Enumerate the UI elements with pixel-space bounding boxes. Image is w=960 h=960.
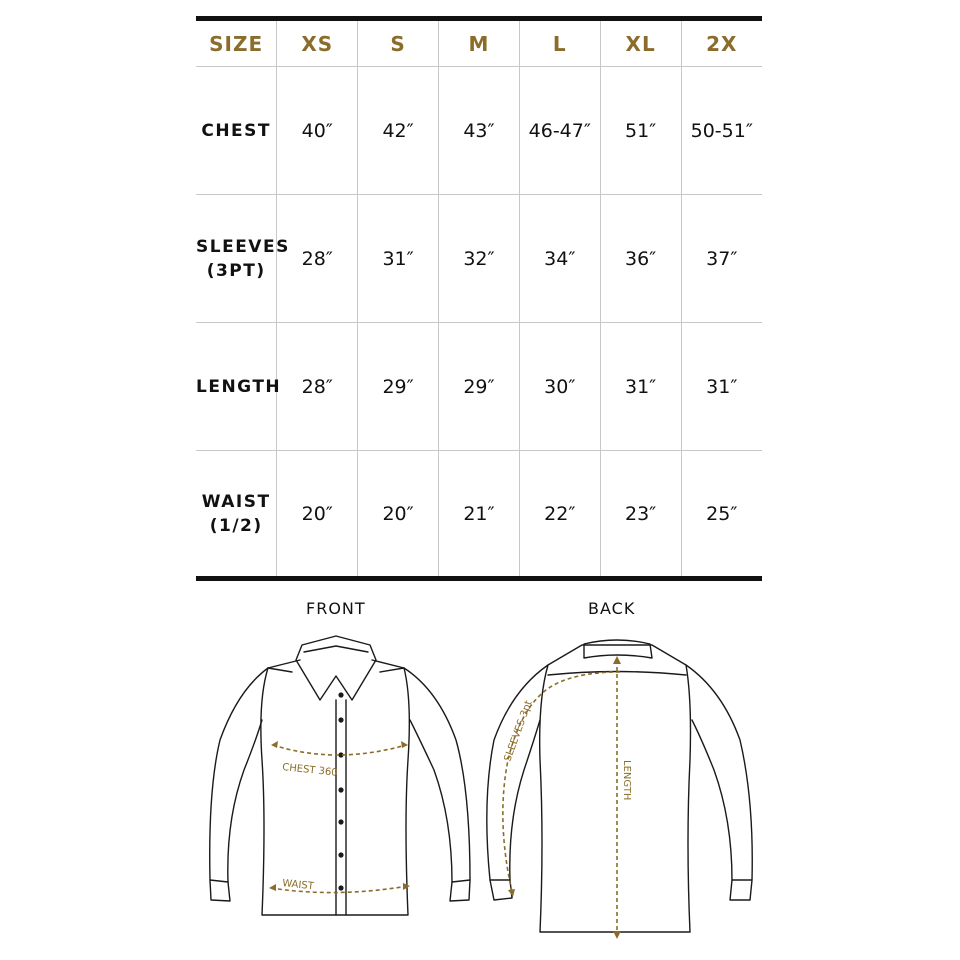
size-2x-header: 2X xyxy=(681,19,762,67)
table-cell: 32″ xyxy=(439,195,520,323)
button-icon xyxy=(338,852,343,857)
table-cell: 31″ xyxy=(358,195,439,323)
button-icon xyxy=(338,717,343,722)
back-collar xyxy=(584,640,652,658)
size-l-header: L xyxy=(519,19,600,67)
table-cell: 34″ xyxy=(519,195,600,323)
sleeves-sublabel: (3PT) xyxy=(206,260,266,281)
table-cell: 40″ xyxy=(277,67,358,195)
table-cell: 20″ xyxy=(277,451,358,579)
table-cell: 23″ xyxy=(600,451,681,579)
front-label: FRONT xyxy=(306,599,366,618)
table-cell: 20″ xyxy=(358,451,439,579)
table-cell: 42″ xyxy=(358,67,439,195)
front-left-sleeve xyxy=(210,668,268,882)
table-cell: 30″ xyxy=(519,323,600,451)
front-shirt-outline xyxy=(210,636,470,915)
front-yoke-right xyxy=(380,668,404,672)
table-cell: 22″ xyxy=(519,451,600,579)
length-measure-label: LENGTH xyxy=(621,760,632,801)
front-buttons xyxy=(338,692,343,890)
back-body xyxy=(540,645,691,932)
back-right-cuff xyxy=(730,880,752,900)
arrow-icon xyxy=(401,741,408,748)
table-cell: 43″ xyxy=(439,67,520,195)
button-icon xyxy=(338,885,343,890)
front-left-cuff xyxy=(210,880,230,901)
table-cell: 28″ xyxy=(277,323,358,451)
front-collar-band xyxy=(304,646,368,652)
table-cell: 28″ xyxy=(277,195,358,323)
table-cell: 21″ xyxy=(439,451,520,579)
sleeves-measure-label: SLEEVES 3pt xyxy=(502,699,535,764)
table-cell: 31″ xyxy=(600,323,681,451)
button-icon xyxy=(338,787,343,792)
front-right-sleeve xyxy=(404,668,470,882)
table-cell: 36″ xyxy=(600,195,681,323)
waist-sublabel: (1/2) xyxy=(209,515,263,536)
arrow-icon xyxy=(269,884,276,891)
table-cell: 46-47″ xyxy=(519,67,600,195)
waist-measure-label: WAIST xyxy=(281,878,315,893)
size-header-label: SIZE xyxy=(196,19,277,67)
chest-measure-label: CHEST 360 xyxy=(281,762,339,779)
waist-label: WAIST xyxy=(201,491,271,512)
back-shirt-outline xyxy=(487,640,752,932)
length-label: LENGTH xyxy=(196,376,282,397)
back-right-sleeve xyxy=(686,665,752,880)
table-cell: 29″ xyxy=(439,323,520,451)
size-m-header: M xyxy=(439,19,520,67)
arrow-icon xyxy=(613,931,621,939)
measurement-lines xyxy=(271,660,620,935)
size-xs-header: XS xyxy=(277,19,358,67)
size-s-header: S xyxy=(358,19,439,67)
back-label: BACK xyxy=(588,599,636,618)
front-right-cuff xyxy=(450,880,470,901)
table-cell: 51″ xyxy=(600,67,681,195)
front-body xyxy=(261,660,409,915)
table-cell: 31″ xyxy=(681,323,762,451)
size-xl-header: XL xyxy=(600,19,681,67)
front-yoke-left xyxy=(268,668,292,672)
table-cell: 50-51″ xyxy=(681,67,762,195)
sleeves-label: SLEEVES xyxy=(196,236,290,257)
arrow-icon xyxy=(613,656,621,664)
table-cell: 25″ xyxy=(681,451,762,579)
table-cell: 37″ xyxy=(681,195,762,323)
chest-label: CHEST xyxy=(201,120,271,141)
button-icon xyxy=(338,819,343,824)
table-cell: 29″ xyxy=(358,323,439,451)
arrow-icon xyxy=(271,741,278,748)
button-icon xyxy=(338,692,343,697)
